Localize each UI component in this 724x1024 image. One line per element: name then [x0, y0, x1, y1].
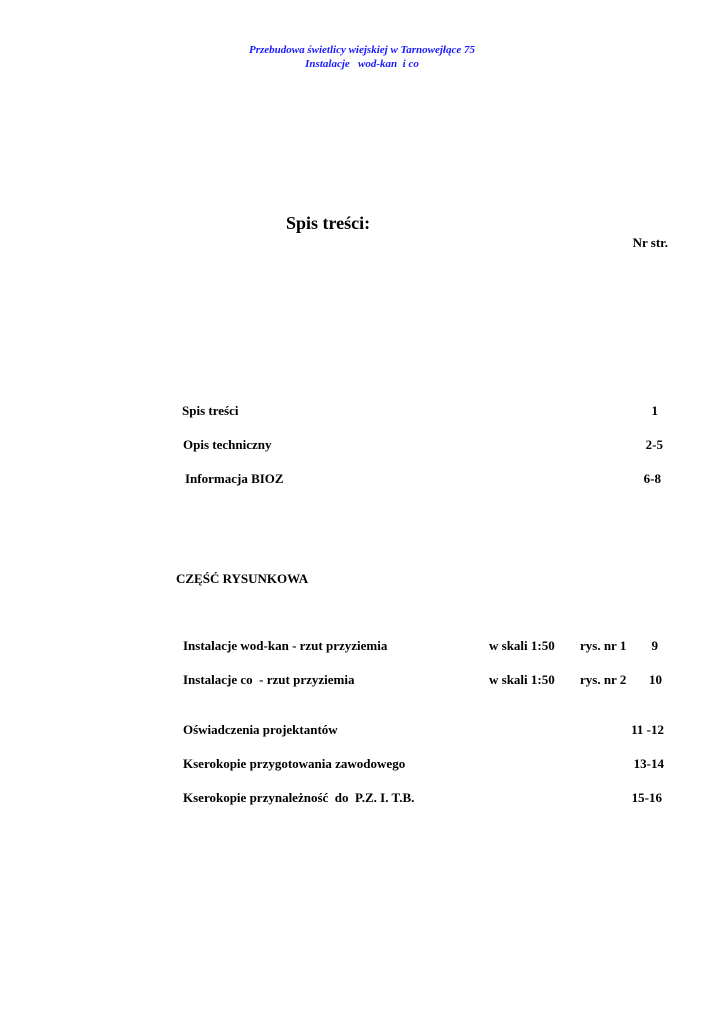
toc-item-label: Informacja BIOZ: [185, 471, 284, 486]
toc-item-page: 6-8: [643, 471, 661, 486]
drawing-label: Instalacje wod-kan - rzut przyziemia: [183, 638, 388, 653]
drawing-sheet: rys. nr 1: [580, 638, 627, 653]
extra-item-page: 15-16: [631, 790, 662, 805]
drawing-page: 9: [651, 638, 658, 653]
extra-item-label: Oświadczenia projektantów: [183, 722, 338, 737]
toc-item-label: Opis techniczny: [183, 437, 272, 452]
toc-item-page: 1: [651, 403, 658, 418]
extra-item-label: Kserokopie przynależność do P.Z. I. T.B.: [183, 790, 415, 805]
drawing-page: 10: [649, 672, 662, 687]
extra-item-page: 13-14: [633, 756, 664, 771]
drawing-scale: w skali 1:50: [489, 638, 555, 653]
toc-item-label: Spis treści: [182, 403, 239, 418]
header-line-1: Przebudowa świetlicy wiejskiej w Tarnowejłące 75: [248, 44, 475, 56]
page-number-column-label: Nr str.: [632, 235, 668, 250]
extra-item-label: Kserokopie przygotowania zawodowego: [183, 756, 406, 771]
toc-item-page: 2-5: [645, 437, 663, 452]
extra-item-page: 11 -12: [631, 722, 664, 737]
section-heading: CZĘŚĆ RYSUNKOWA: [176, 571, 309, 586]
drawing-scale: w skali 1:50: [489, 672, 555, 687]
page-title: Spis treści:: [286, 213, 371, 233]
drawing-label: Instalacje co - rzut przyziemia: [183, 672, 355, 687]
drawing-sheet: rys. nr 2: [580, 672, 627, 687]
header-line-2: Instalacje wod-kan i co: [305, 58, 419, 70]
